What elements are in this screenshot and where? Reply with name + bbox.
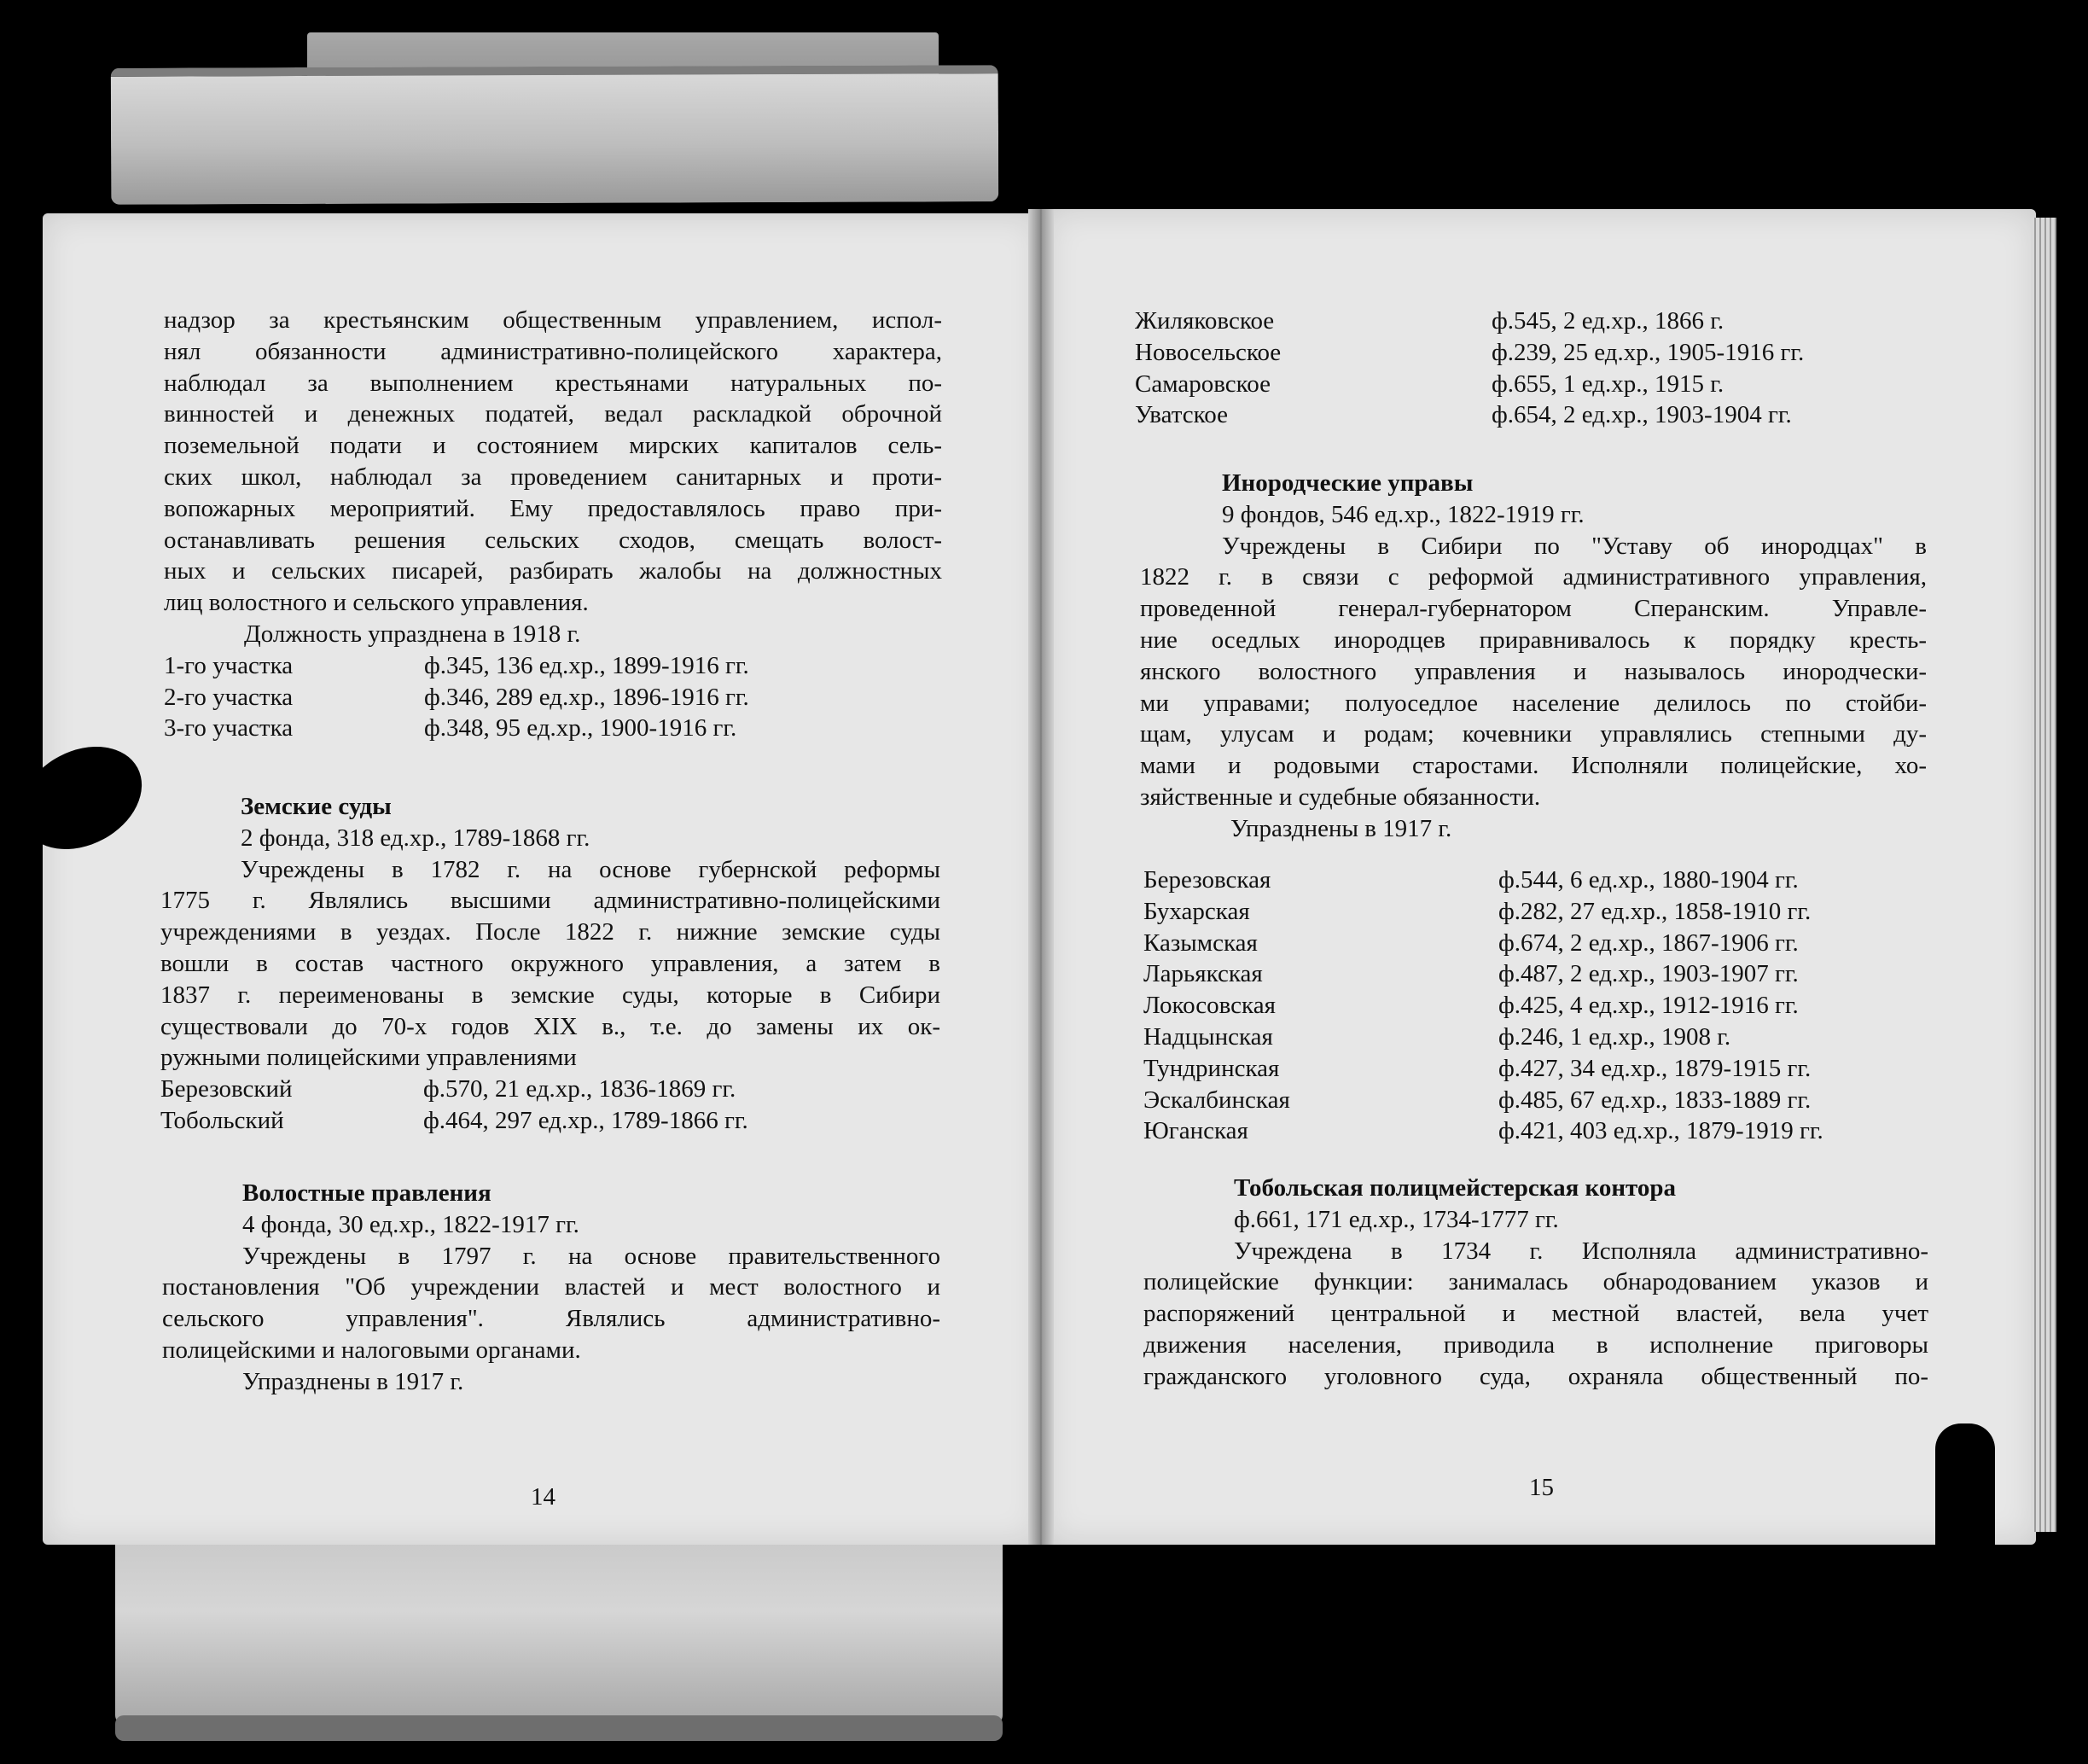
- uprava-ref: ф.427, 34 ед.хр., 1879-1915 гг.: [1498, 1054, 1812, 1082]
- text-line: 1837 г. переименованы в земские суды, которые в Сибири: [160, 981, 940, 1009]
- uprava-name: Казымская: [1143, 929, 1258, 957]
- uprava-row: [1143, 1022, 1937, 1053]
- uprava-list: [1143, 865, 1937, 1147]
- volost-row: [1135, 306, 1928, 337]
- left-intro-paragraph: [164, 305, 942, 744]
- text-line: вошли в состав частного окружного управления, а затем в: [160, 949, 940, 977]
- text-line: ных и сельских писарей, разбирать жалобы на должностных: [164, 557, 942, 585]
- text-line: поземельной подати и состоянием мирских капиталов сель-: [164, 432, 942, 460]
- kontora-section: [1143, 1173, 1928, 1393]
- section-heading: Волостные правления: [242, 1179, 491, 1207]
- volost-name: Уватское: [1135, 401, 1228, 429]
- district-ref: ф.348, 95 ед.хр., 1900-1916 гг.: [424, 714, 737, 742]
- court-row: [160, 1074, 940, 1105]
- section-summary: 2 фонда, 318 ед.хр., 1789-1868 гг.: [241, 824, 590, 852]
- uprava-name: Надцынская: [1143, 1022, 1273, 1051]
- uprava-row: [1143, 928, 1937, 959]
- court-row: [160, 1105, 940, 1137]
- uprava-row: [1143, 1115, 1937, 1147]
- uprava-ref: ф.485, 67 ед.хр., 1833-1889 гг.: [1498, 1086, 1812, 1114]
- text-line: ми управами; полуоседлое население делилось по стойби-: [1140, 689, 1927, 717]
- district-name: 1-го участка: [164, 651, 294, 679]
- page-number-right: 15: [1529, 1474, 1554, 1501]
- text-line: полицейскими и налоговыми органами.: [162, 1336, 581, 1364]
- volostnye-section: [162, 1178, 940, 1398]
- text-line: вопожарных мероприятий. Ему предоставлялось право при-: [164, 494, 942, 522]
- abolished-note: Упразднены в 1917 г.: [242, 1367, 464, 1395]
- uprava-ref: ф.282, 27 ед.хр., 1858-1910 гг.: [1498, 897, 1812, 925]
- uprava-name: Юганская: [1143, 1117, 1248, 1145]
- uprava-row: [1143, 958, 1937, 990]
- abolished-note: Должность упразднена в 1918 г.: [244, 620, 581, 648]
- uprava-name: Бухарская: [1143, 897, 1250, 925]
- uprava-row: [1143, 990, 1937, 1022]
- page-edges: [2031, 218, 2056, 1532]
- section-summary: ф.661, 171 ед.хр., 1734-1777 гг.: [1234, 1205, 1559, 1233]
- inorodcheskie-section: [1140, 468, 1927, 845]
- district-name: 3-го участка: [164, 714, 294, 742]
- text-line: проведенной генерал-губернатором Сперанским. Управле-: [1140, 595, 1927, 623]
- volost-row: [1135, 337, 1928, 369]
- court-ref: ф.570, 21 ед.хр., 1836-1869 гг.: [423, 1075, 736, 1103]
- uprava-row: [1143, 865, 1937, 896]
- uprava-row: [1143, 896, 1937, 928]
- text-line: Учреждена в 1734 г. Исполняла административно-: [1234, 1237, 1928, 1265]
- text-line: нял обязанности административно-полицейского характера,: [164, 337, 942, 365]
- text-line: Учреждены в 1797 г. на основе правительственного: [242, 1242, 940, 1270]
- text-line: мами и родовыми старостами. Исполняли полицейские, хо-: [1140, 752, 1927, 780]
- text-line: ружными полицейскими управлениями: [160, 1044, 577, 1072]
- page-number-left: 14: [531, 1483, 555, 1511]
- book-stack-bottom-edge: [115, 1715, 1003, 1741]
- uprava-row: [1143, 1085, 1937, 1116]
- text-line: зяйственные и судебные обязанности.: [1140, 783, 1541, 811]
- book-spine: [1028, 209, 1054, 1545]
- text-line: полицейские функции: занималась обнародованием указов и: [1143, 1268, 1928, 1296]
- uprava-ref: ф.421, 403 ед.хр., 1879-1919 гг.: [1498, 1117, 1823, 1145]
- text-line: Учреждены в Сибири по "Уставу об инородцах" в: [1222, 532, 1927, 560]
- volost-list: [1135, 306, 1928, 431]
- text-line: щам, улусам и родам; кочевники управлялись степными ду-: [1140, 720, 1927, 748]
- section-summary: 9 фондов, 546 ед.хр., 1822-1919 гг.: [1222, 500, 1585, 528]
- volost-name: Новосельское: [1135, 338, 1282, 366]
- court-ref: ф.464, 297 ед.хр., 1789-1866 гг.: [423, 1106, 748, 1134]
- text-line: винностей и денежных податей, ведал раскладкой оброчной: [164, 400, 942, 428]
- text-line: надзор за крестьянским общественным управлением, испол-: [164, 306, 942, 334]
- uprava-ref: ф.487, 2 ед.хр., 1903-1907 гг.: [1498, 960, 1799, 988]
- finger-silhouette-right: [1935, 1423, 1995, 1594]
- text-line: Учреждены в 1782 г. на основе губернской реформы: [241, 855, 940, 883]
- volost-name: Самаровское: [1135, 370, 1271, 398]
- uprava-name: Эскалбинская: [1143, 1086, 1290, 1114]
- text-line: янского волостного управления и называлось инородчески-: [1140, 657, 1927, 685]
- abolished-note: Упразднены в 1917 г.: [1230, 814, 1452, 842]
- section-heading: Тобольская полицмейстерская контора: [1234, 1174, 1677, 1202]
- text-line: распоряжений центральной и местной властей, вела учет: [1143, 1300, 1928, 1328]
- text-line: ние оседлых инородцев приравнивалось к порядку кресть-: [1140, 626, 1927, 654]
- text-line: останавливать решения сельских сходов, смещать волост-: [164, 526, 942, 554]
- district-ref: ф.345, 136 ед.хр., 1899-1916 гг.: [424, 651, 749, 679]
- section-summary: 4 фонда, 30 ед.хр., 1822-1917 гг.: [242, 1210, 579, 1238]
- court-name: Березовский: [160, 1075, 293, 1103]
- section-heading: Инородческие управы: [1222, 469, 1474, 497]
- volost-ref: ф.655, 1 ед.хр., 1915 г.: [1492, 370, 1724, 398]
- text-line: гражданского уголовного суда, охраняла общественный по-: [1143, 1362, 1928, 1390]
- district-name: 2-го участка: [164, 683, 294, 711]
- district-row: [164, 682, 942, 713]
- district-row: [164, 713, 942, 744]
- text-line: 1822 г. в связи с реформой административного управления,: [1140, 563, 1927, 591]
- volost-row: [1135, 399, 1928, 431]
- district-row: [164, 650, 942, 682]
- uprava-ref: ф.674, 2 ед.хр., 1867-1906 гг.: [1498, 929, 1799, 957]
- text-line: учреждениями в уездах. После 1822 г. нижние земские суды: [160, 918, 940, 946]
- court-name: Тобольский: [160, 1106, 284, 1134]
- book-stack-bottom: [115, 1536, 1003, 1724]
- district-ref: ф.346, 289 ед.хр., 1896-1916 гг.: [424, 683, 749, 711]
- volost-ref: ф.239, 25 ед.хр., 1905-1916 гг.: [1492, 338, 1805, 366]
- uprava-name: Ларьякская: [1143, 960, 1263, 988]
- text-line: 1775 г. Являлись высшими административно-полицейскими: [160, 887, 940, 915]
- text-line: наблюдал за выполнением крестьянами натуральных по-: [164, 369, 942, 397]
- uprava-name: Березовская: [1143, 866, 1271, 894]
- text-line: движения населения, приводила в исполнение приговоры: [1143, 1330, 1928, 1359]
- book-stack-top: [111, 65, 999, 205]
- text-line: сельского управления". Являлись административно-: [162, 1305, 940, 1333]
- uprava-name: Локосовская: [1143, 992, 1276, 1020]
- uprava-ref: ф.544, 6 ед.хр., 1880-1904 гг.: [1498, 866, 1799, 894]
- uprava-ref: ф.246, 1 ед.хр., 1908 г.: [1498, 1022, 1731, 1051]
- text-line: постановления "Об учреждении властей и мест волостного и: [162, 1273, 940, 1301]
- zemskie-section: [160, 791, 940, 1137]
- uprava-row: [1143, 1053, 1937, 1085]
- volost-row: [1135, 369, 1928, 400]
- section-heading: Земские суды: [241, 793, 392, 820]
- volost-ref: ф.654, 2 ед.хр., 1903-1904 гг.: [1492, 401, 1792, 429]
- volost-ref: ф.545, 2 ед.хр., 1866 г.: [1492, 307, 1724, 335]
- text-line: существовали до 70-х годов XIX в., т.е. до замены их ок-: [160, 1012, 940, 1040]
- volost-name: Жиляковское: [1135, 307, 1275, 335]
- uprava-ref: ф.425, 4 ед.хр., 1912-1916 гг.: [1498, 992, 1799, 1020]
- uprava-name: Тундринская: [1143, 1054, 1280, 1082]
- text-line: лиц волостного и сельского управления.: [164, 589, 589, 617]
- text-line: ских школ, наблюдал за проведением санитарных и проти-: [164, 463, 942, 491]
